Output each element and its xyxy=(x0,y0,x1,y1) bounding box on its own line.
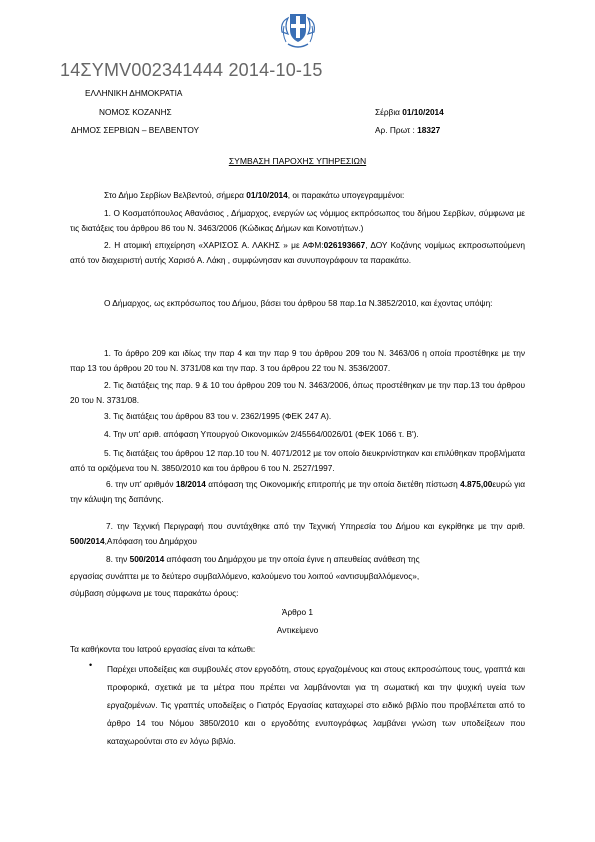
document-id: 14ΣΥΜV002341444 2014-10-15 xyxy=(60,60,323,80)
intro-paragraph: Στο Δήμο Σερβίων Βελβεντού, σήμερα 01/10/2014, οι παρακάτω υπογεγραμμένοι: xyxy=(104,190,405,200)
protocol-number: 18327 xyxy=(417,125,441,135)
header-protocol: Αρ. Πρωτ : 18327 xyxy=(375,125,441,135)
party-2-paragraph: 2. Η ατομική επιχείρηση «ΧΑΡΙΣΟΣ Α. ΛΑΚΗΣ » με ΑΦΜ:026193667, ΔΟΥ Κοζάνης νομίμως εκπροσωπούμενη από τον διαχειριστή αυτής Χαρισό Α. Λάκη , συμφώνησαν και συνυπογράφουν τα παρακάτω. xyxy=(70,240,525,265)
item-8-line-2: εργασίας συνάπτει με το δεύτερο συμβαλλόμενο, καλούμενο του λοιπού «αντισυμβαλλόμενος», xyxy=(70,571,420,581)
afm-number: 026193667 xyxy=(323,240,366,250)
header-municipality: ΔΗΜΟΣ ΣΕΡΒΙΩΝ – ΒΕΛΒΕΝΤΟΥ xyxy=(71,125,200,135)
document-title: ΣΥΜΒΑΣΗ ΠΑΡΟΧΗΣ ΥΠΗΡΕΣΙΩΝ xyxy=(228,156,367,166)
header-date: 01/10/2014 xyxy=(402,107,444,117)
item-3: 3. Τις διατάξεις του άρθρου 83 του ν. 2362/1995 (ΦΕΚ 247 Α). xyxy=(104,411,332,421)
item-7: 7. την Τεχνική Περιγραφή που συντάχθηκε από την Τεχνική Υπηρεσία του Δήμου και εγκρίθηκε με την αριθ. 500/2014,Απόφαση του Δημάρχου xyxy=(70,521,525,546)
item-5: 5. Τις διατάξεις του άρθρου 12 παρ.10 του Ν. 4071/2012 με τον οποίο διευκρινίστηκαν και επιλύθηκαν προβλήματα από τα οριζόμενα του Ν. 3850/2010 και του άρθρου 6 του Ν. 2527/1997. xyxy=(70,448,525,473)
item-1: 1. Το άρθρο 209 και ιδίως την παρ 4 και την παρ 9 του άρθρου 209 του Ν. 3463/06 η οποία προστέθηκε με την παρ 13 του άρθρου 20 του Ν. 3731/08 και την παρ. 3 του άρθρου 22 του Ν. 3536/2007. xyxy=(70,348,525,373)
greek-coat-of-arms-icon xyxy=(276,6,320,52)
item-6: 6. την υπ' αριθμόν 18/2014 απόφαση της Οικονομικής επιτροπής με την οποία διετέθη πίστωση 4.875,00ευρώ για την κάλυψη της δαπάνης. xyxy=(70,479,525,504)
header-place-date: Σέρβια 01/10/2014 xyxy=(375,107,444,117)
duties-intro: Τα καθήκοντα του Ιατρού εργασίας είναι τα κάτωθι: xyxy=(70,644,256,654)
item-8: 8. την 500/2014 απόφαση του Δημάρχου με την οποία έγινε η απευθείας ανάθεση της xyxy=(106,554,420,564)
article-title: Άρθρο 1 xyxy=(281,607,314,617)
item-2: 2. Τις διατάξεις της παρ. 9 & 10 του άρθρου 209 του Ν. 3463/2006, όπως προστέθηκαν με την παρ.13 του άρθρου 20 του Ν. 3731/08. xyxy=(70,380,525,405)
article-subtitle: Αντικείμενο xyxy=(276,625,319,635)
header-prefecture: ΝΟΜΟΣ ΚΟΖΑΝΗΣ xyxy=(99,107,172,117)
item-8-line-3: σύμβαση σύμφωνα με τους παρακάτω όρους: xyxy=(70,588,239,598)
mayor-paragraph: Ο Δήμαρχος, ως εκπρόσωπος του Δήμου, βάσει του άρθρου 58 παρ.1α Ν.3852/2010, και έχοντας υπόψη: xyxy=(104,298,493,308)
duty-bullet-1: Παρέχει υποδείξεις και συμβουλές στον εργοδότη, στους εργαζομένους και στους εκπροσώπους τους, γραπτά και προφορικά, σχετικά με τα μέτρα που πρέπει να λαμβάνονται για τη σωματική και την ψυχική υγεία των εργαζομένων. Τις γραπτές υποδείξεις ο Γιατρός Εργασίας καταχωρεί στο ειδικό βιβλίο που προβλέπεται από το άρθρο 14 του Νόμου 3850/2010 και ο εργοδότης ενυπογράφως λαμβάνει γνώση των υποδείξεων που καταχωρούνται στο εν λόγω βιβλίο. xyxy=(107,664,525,746)
item-4: 4. Την υπ' αριθ. απόφαση Υπουργού Οικονομικών 2/45564/0026/01 (ΦΕΚ 1066 τ. Β'). xyxy=(104,429,419,439)
party-1-paragraph: 1. Ο Κοσματόπουλος Αθανάσιος , Δήμαρχος, ενεργών ως νόμιμος εκπρόσωπος του δήμου Σερβίων, σύμφωνα με τις διατάξεις του άρθρου 86 του Ν. 3463/2006 (Κώδικας Δήμων και Κοινοτήτων.) xyxy=(70,208,525,233)
bullet-icon: • xyxy=(89,660,93,670)
header-republic: ΕΛΛΗΝΙΚΗ ΔΗΜΟΚΡΑΤΙΑ xyxy=(85,88,183,98)
